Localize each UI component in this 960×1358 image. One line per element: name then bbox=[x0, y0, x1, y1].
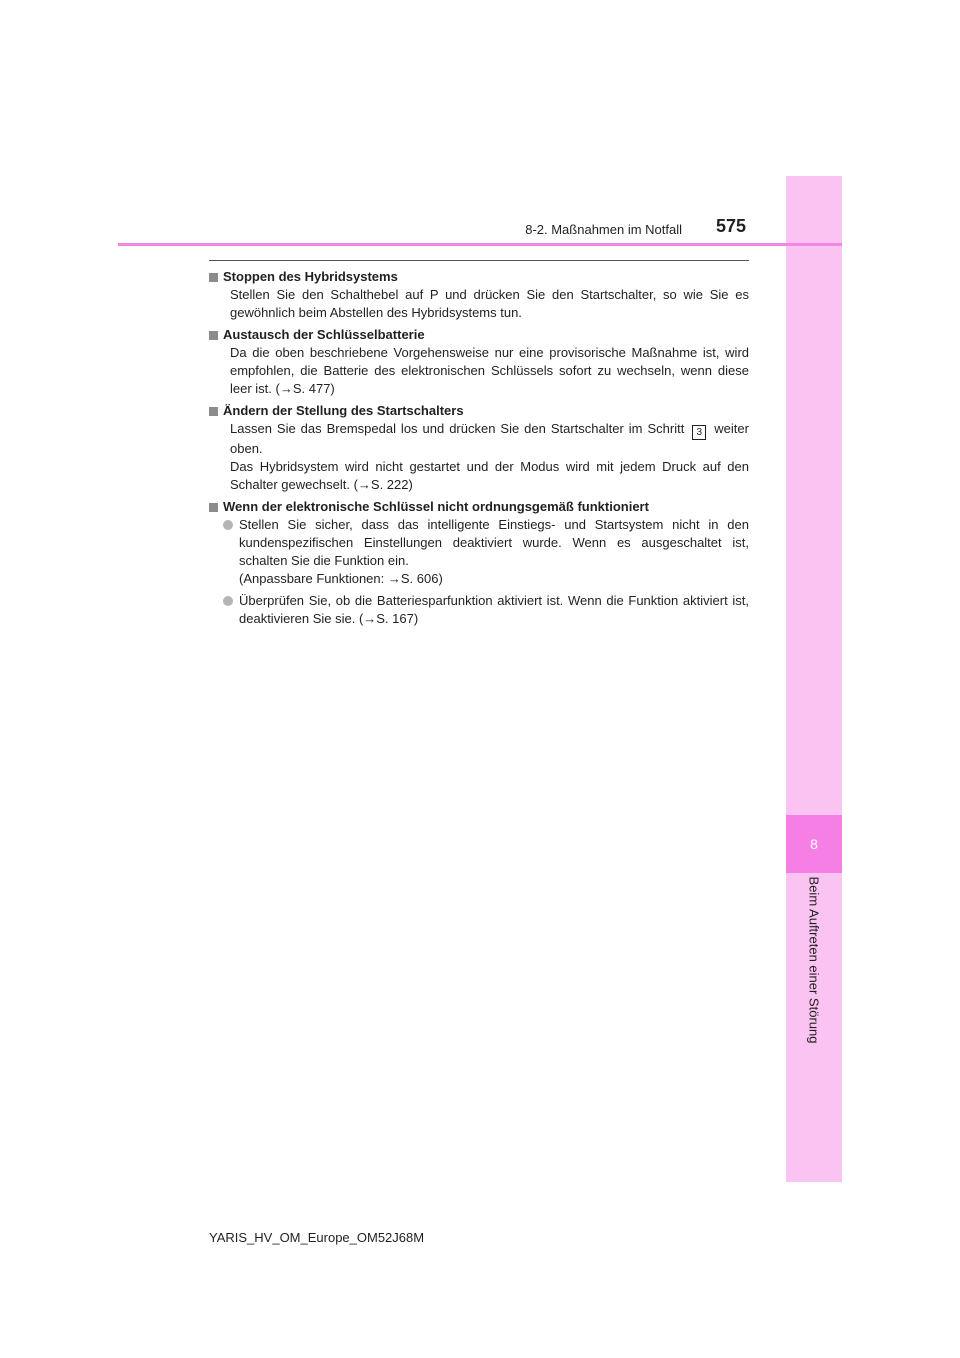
item-body-text: Lassen Sie das Bremspedal los und drücken Sie den Startschalter im Schritt bbox=[230, 421, 685, 436]
item-switch-mode bbox=[209, 402, 749, 494]
content bbox=[209, 268, 749, 632]
square-bullet-icon bbox=[209, 407, 218, 416]
bullet-item bbox=[209, 592, 749, 628]
step-number-box: 3 bbox=[692, 425, 706, 440]
bullet-text: Überprüfen Sie, ob die Batteriesparfunktion aktiviert ist. Wenn die Funktion aktiviert ist, deaktivieren Sie sie. (→S. 167) bbox=[239, 593, 749, 626]
square-bullet-icon bbox=[209, 331, 218, 340]
square-bullet-icon bbox=[209, 503, 218, 512]
bullet-text: Stellen Sie sicher, dass das intelligente Einstiegs- und Startsystem nicht in den kundenspezifischen Einstellungen deaktiviert wurde. Wenn es ausgeschaltet ist, schalten Sie die Funktion ein. bbox=[239, 517, 749, 568]
item-key-battery bbox=[209, 326, 749, 398]
item-stopping-hybrid bbox=[209, 268, 749, 322]
square-bullet-icon bbox=[209, 273, 218, 282]
chapter-number: 8 bbox=[786, 815, 842, 873]
item-body: Da die oben beschriebene Vorgehensweise nur eine provisorische Maßnahme ist, wird empfohlen, die Batterie des elektronischen Schlüssels sofort zu wechseln, wenn diese leer ist. (→S. 477) bbox=[230, 345, 749, 396]
item-body-text: weiter oben. bbox=[230, 421, 749, 456]
content-rule bbox=[209, 260, 749, 261]
circle-bullet-icon bbox=[223, 596, 233, 606]
item-body-text: Das Hybridsystem wird nicht gestartet und der Modus wird mit jedem Druck auf den Schalter gewechselt. (→S. 222) bbox=[230, 459, 749, 492]
page-number: 575 bbox=[715, 216, 746, 236]
bullet-text: (Anpassbare Funktionen: →S. 606) bbox=[239, 571, 443, 586]
item-title: Ändern der Stellung des Startschalters bbox=[223, 403, 464, 418]
footer-doc-id: YARIS_HV_OM_Europe_OM52J68M bbox=[209, 1230, 425, 1245]
item-title: Austausch der Schlüsselbatterie bbox=[223, 327, 425, 342]
item-key-malfunction bbox=[209, 498, 749, 628]
item-title: Wenn der elektronische Schlüssel nicht ordnungsgemäß funktioniert bbox=[223, 499, 649, 514]
circle-bullet-icon bbox=[223, 520, 233, 530]
item-title: Stoppen des Hybridsystems bbox=[223, 269, 398, 284]
header-rule bbox=[118, 243, 842, 246]
item-body: Stellen Sie den Schalthebel auf P und drücken Sie den Startschalter, so wie Sie es gewöhnlich beim Abstellen des Hybridsystems tun. bbox=[230, 287, 749, 320]
section-title: 8-2. Maßnahmen im Notfall bbox=[525, 222, 682, 237]
chapter-label: Beim Auftreten einer Störung bbox=[806, 876, 822, 1044]
bullet-item bbox=[209, 516, 749, 588]
